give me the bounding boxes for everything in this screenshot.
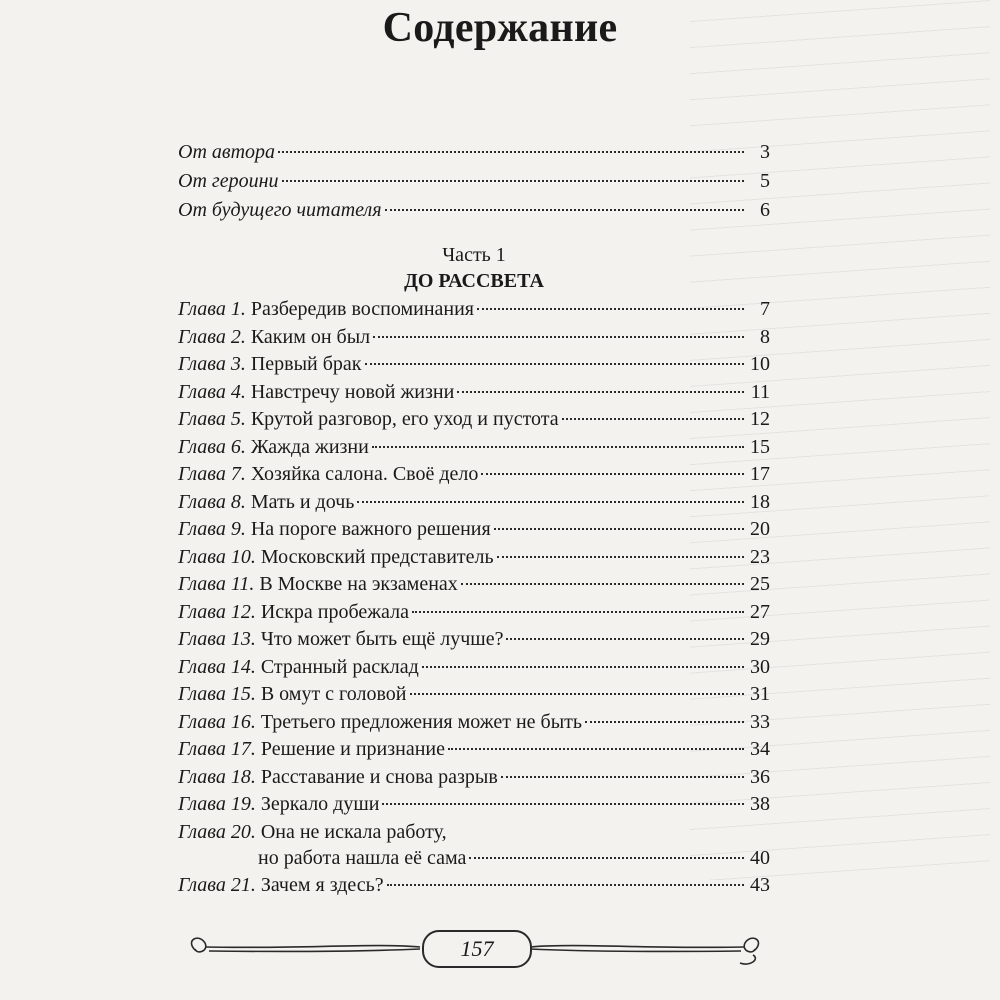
chapter-page: 29: [750, 628, 770, 650]
chapter-title: Жажда жизни: [250, 435, 369, 458]
toc-entry-chapter: [178, 654, 770, 682]
toc-entry-chapter: [178, 709, 770, 737]
toc-entry-chapter: [178, 406, 770, 434]
chapter-title: Крутой разговор, его уход и пустота: [250, 408, 559, 430]
dot-leader: [412, 611, 744, 613]
dot-leader: [562, 418, 744, 420]
toc-entry-chapter: [178, 791, 770, 819]
chapter-number: 18.: [230, 765, 256, 788]
chapter-number: 4.: [230, 380, 246, 403]
dot-leader: [506, 638, 744, 640]
chapter-number: 17.: [230, 738, 256, 760]
chapter-page: 23: [750, 545, 770, 568]
chapter-prefix: Глава: [178, 628, 226, 650]
toc-entry-label: От автора: [178, 141, 276, 163]
intro-list: [178, 139, 770, 226]
chapter-page: 31: [750, 683, 770, 705]
toc-entry-reader: [178, 197, 770, 226]
chapter-prefix: Глава: [178, 545, 226, 568]
chapter-prefix: Глава: [178, 738, 226, 760]
toc-entry-chapter: [178, 819, 770, 845]
chapter-page: 20: [750, 518, 770, 540]
chapter-number: 1.: [230, 298, 246, 320]
chapter-number: 16.: [230, 710, 256, 733]
chapter-title: В омут с головой: [260, 683, 407, 705]
chapter-prefix: Глава: [178, 874, 226, 896]
toc-entry-chapter: [178, 379, 770, 407]
chapter-title: На пороге важного решения: [250, 518, 491, 540]
chapter-title: Хозяйка салона. Своё дело: [250, 463, 479, 485]
toc-entry-heroine: [178, 168, 770, 197]
chapter-number: 20.: [230, 820, 256, 843]
chapter-page: 8: [760, 325, 770, 348]
chapter-title: Решение и признание: [260, 738, 445, 760]
dot-leader: [382, 803, 744, 805]
chapter-page: 25: [750, 573, 770, 595]
dot-leader: [357, 501, 744, 503]
chapter-prefix: Глава: [178, 573, 226, 595]
chapter-number: 7.: [230, 463, 246, 485]
toc-entry-chapter: [178, 324, 770, 352]
dot-leader: [385, 209, 744, 211]
chapter-prefix: Глава: [178, 325, 226, 348]
toc-entry-chapter: [178, 351, 770, 379]
chapter-title: Странный расклад: [260, 655, 419, 678]
page-number: 157: [422, 930, 532, 968]
dot-leader: [422, 666, 744, 668]
chapter-page: 34: [750, 738, 770, 760]
chapter-page: 15: [750, 435, 770, 458]
chapter-number: 5.: [230, 408, 246, 430]
chapter-page: 10: [750, 353, 770, 375]
part-label: Часть 1: [442, 244, 506, 266]
toc-entry-chapter: [178, 764, 770, 792]
dot-leader: [501, 776, 744, 778]
toc-entry-label: От будущего читателя: [178, 199, 382, 221]
chapter-page: 33: [750, 710, 770, 733]
chapter-title: Она не искала работу,: [260, 820, 447, 843]
chapter-number: 21.: [230, 874, 256, 896]
toc-entry-chapter: [178, 872, 770, 900]
chapter-page: 18: [750, 490, 770, 513]
chapter-prefix: Глава: [178, 353, 226, 375]
chapter-page: 30: [750, 655, 770, 678]
chapter-title: но работа нашла её сама: [258, 846, 467, 869]
chapter-prefix: Глава: [178, 435, 226, 458]
chapter-title: В Москве на экзаменах: [259, 573, 458, 595]
chapter-number: 12.: [230, 600, 256, 623]
chapter-prefix: Глава: [178, 463, 226, 485]
dot-leader: [372, 446, 744, 448]
chapter-prefix: Глава: [178, 490, 226, 513]
chapter-prefix: Глава: [178, 820, 226, 843]
toc-entry-chapter: [178, 461, 770, 489]
chapter-prefix: Глава: [178, 518, 226, 540]
dot-leader: [278, 151, 744, 153]
chapter-page: 17: [750, 463, 770, 485]
chapter-title: Зеркало души: [260, 793, 380, 815]
chapter-title: Разбередив воспоминания: [250, 298, 475, 320]
chapter-prefix: Глава: [178, 655, 226, 678]
toc-entry-chapter: [178, 571, 770, 599]
chapter-title: Расставание и снова разрыв: [260, 765, 498, 788]
dot-leader: [282, 180, 745, 182]
toc-entry-chapter: [178, 626, 770, 654]
chapter-page: 38: [750, 793, 770, 815]
chapter-list: [178, 296, 770, 900]
toc-entry-author: [178, 139, 770, 168]
chapter-title: Мать и дочь: [250, 490, 355, 513]
chapter-prefix: Глава: [178, 765, 226, 788]
toc-entry-chapter: [178, 599, 770, 627]
chapter-title: Каким он был: [250, 325, 371, 348]
chapter-title: Искра пробежала: [260, 600, 409, 623]
chapter-prefix: Глава: [178, 710, 226, 733]
chapter-title: Первый брак: [250, 353, 362, 375]
toc-entry-chapter: [178, 544, 770, 572]
chapter-prefix: Глава: [178, 380, 226, 403]
chapter-number: 8.: [230, 490, 246, 513]
dot-leader: [365, 363, 744, 365]
dot-leader: [494, 528, 744, 530]
chapter-title: Навстречу новой жизни: [250, 380, 455, 403]
chapter-title: Третьего предложения может не быть: [260, 710, 582, 733]
chapter-page: 43: [750, 874, 770, 896]
chapter-number: 14.: [230, 655, 256, 678]
chapter-title: Что может быть ещё лучше?: [260, 628, 504, 650]
dot-leader: [477, 308, 744, 310]
dot-leader: [410, 693, 745, 695]
chapter-prefix: Глава: [178, 683, 226, 705]
dot-leader: [585, 721, 744, 723]
toc-entry-page: 6: [760, 199, 770, 221]
chapter-prefix: Глава: [178, 298, 226, 320]
chapter-prefix: Глава: [178, 408, 226, 430]
chapter-prefix: Глава: [178, 793, 226, 815]
chapter-number: 2.: [230, 325, 246, 348]
chapter-number: 3.: [230, 353, 246, 375]
chapter-title: Московский представитель: [260, 545, 494, 568]
chapter-page: 40: [750, 846, 770, 869]
toc-entry-chapter: [178, 736, 770, 764]
chapter-number: 11.: [230, 573, 255, 595]
chapter-number: 9.: [230, 518, 246, 540]
chapter-number: 19.: [230, 793, 256, 815]
chapter-page: 27: [750, 600, 770, 623]
chapter-page: 7: [760, 298, 770, 320]
chapter-title: Зачем я здесь?: [260, 874, 384, 896]
chapter-number: 15.: [230, 683, 256, 705]
dot-leader: [387, 884, 744, 886]
toc-entry-chapter: [178, 296, 770, 324]
toc-entry-chapter: [178, 516, 770, 544]
toc-entry-chapter: [178, 489, 770, 517]
chapter-number: 10.: [230, 545, 256, 568]
chapter-page: 11: [750, 380, 770, 403]
dot-leader: [497, 556, 744, 558]
part-title: ДО РАССВЕТА: [404, 270, 544, 292]
chapter-prefix: Глава: [178, 600, 226, 623]
dot-leader: [457, 391, 744, 393]
toc-entry-chapter: [178, 434, 770, 462]
dot-leader: [448, 748, 744, 750]
dot-leader: [373, 336, 744, 338]
page-title: Содержание: [382, 5, 618, 51]
chapter-page: 36: [750, 765, 770, 788]
dot-leader: [469, 857, 744, 859]
chapter-page: 12: [750, 408, 770, 430]
toc-entry-label: От героини: [178, 170, 279, 192]
dot-leader: [481, 473, 744, 475]
chapter-number: 6.: [230, 435, 246, 458]
chapter-number: 13.: [230, 628, 256, 650]
toc-entry-chapter: [178, 845, 770, 873]
toc-entry-page: 5: [760, 170, 770, 192]
dot-leader: [461, 583, 744, 585]
toc-entry-chapter: [178, 681, 770, 709]
toc-entry-page: 3: [760, 141, 770, 163]
